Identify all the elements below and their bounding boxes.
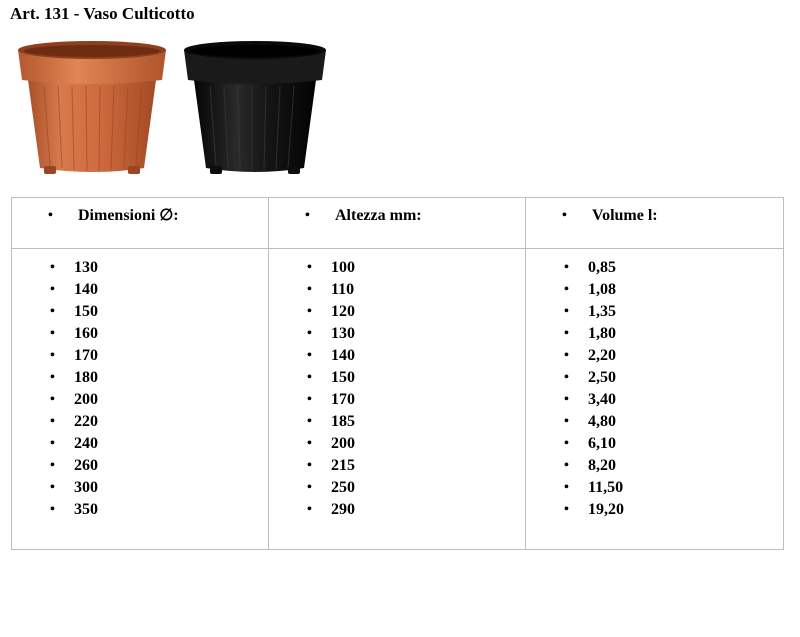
list-item-value: 140	[331, 347, 355, 364]
list-item	[12, 367, 268, 389]
list-item-value: 0,85	[588, 259, 616, 276]
list-item	[526, 499, 783, 521]
list-item-value: 290	[331, 501, 355, 518]
list-item-value: 260	[74, 457, 98, 474]
list-item-value: 100	[331, 259, 355, 276]
bullet-icon: •	[307, 480, 312, 495]
list-item	[526, 389, 783, 411]
bullet-icon: •	[307, 392, 312, 407]
list-item-value: 240	[74, 435, 98, 452]
list-item-value: 185	[331, 413, 355, 430]
list-item-value: 150	[74, 303, 98, 320]
list-item	[269, 477, 525, 499]
list-item	[526, 323, 783, 345]
list-item	[526, 257, 783, 279]
list-item	[526, 411, 783, 433]
header-dimensioni: • Dimensioni ∅:	[12, 198, 269, 249]
list-item-value: 180	[74, 369, 98, 386]
column-dimensioni	[12, 249, 269, 550]
list-item-value: 200	[331, 435, 355, 452]
bullet-icon: •	[50, 436, 55, 451]
list-item	[526, 279, 783, 301]
list-item-value: 110	[331, 281, 355, 298]
table-header-row	[12, 198, 784, 249]
list-item-value: 1,08	[588, 281, 616, 298]
bullet-icon: •	[564, 392, 569, 407]
list-item-value: 170	[74, 347, 98, 364]
terracotta-pot-image	[14, 36, 170, 182]
bullet-icon: •	[307, 304, 312, 319]
list-item	[269, 433, 525, 455]
list-item-value: 250	[331, 479, 355, 496]
black-pot-image	[180, 36, 330, 182]
list-item	[269, 345, 525, 367]
bullet-icon: •	[48, 208, 53, 223]
list-item-value: 215	[331, 457, 355, 474]
list-item	[12, 345, 268, 367]
table-row	[12, 249, 784, 550]
bullet-icon: •	[564, 282, 569, 297]
list-item	[526, 477, 783, 499]
list-item	[269, 499, 525, 521]
list-item	[526, 455, 783, 477]
altezza-list	[269, 249, 525, 521]
list-item-value: 140	[74, 281, 98, 298]
bullet-icon: •	[50, 326, 55, 341]
bullet-icon: •	[564, 414, 569, 429]
bullet-icon: •	[307, 370, 312, 385]
bullet-icon: •	[307, 458, 312, 473]
bullet-icon: •	[50, 392, 55, 407]
list-item-value: 6,10	[588, 435, 616, 452]
list-item	[269, 455, 525, 477]
column-altezza	[269, 249, 526, 550]
list-item	[526, 367, 783, 389]
page-title: Art. 131 - Vaso Culticotto	[10, 4, 195, 23]
bullet-icon: •	[50, 414, 55, 429]
list-item	[12, 389, 268, 411]
list-item-value: 4,80	[588, 413, 616, 430]
bullet-icon: •	[564, 304, 569, 319]
list-item-value: 1,35	[588, 303, 616, 320]
list-item-value: 220	[74, 413, 98, 430]
list-item	[12, 301, 268, 323]
list-item	[526, 433, 783, 455]
list-item-value: 170	[331, 391, 355, 408]
list-item	[269, 323, 525, 345]
list-item	[269, 301, 525, 323]
bullet-icon: •	[307, 436, 312, 451]
specification-table	[11, 197, 784, 550]
list-item	[526, 301, 783, 323]
bullet-icon: •	[307, 282, 312, 297]
list-item-value: 11,50	[588, 479, 624, 496]
bullet-icon: •	[307, 326, 312, 341]
list-item-value: 130	[74, 259, 98, 276]
header-volume: • Volume l:	[526, 198, 784, 249]
list-item-value: 1,80	[588, 325, 616, 342]
list-item	[12, 433, 268, 455]
bullet-icon: •	[564, 436, 569, 451]
list-item-value: 120	[331, 303, 355, 320]
bullet-icon: •	[307, 348, 312, 363]
list-item	[12, 411, 268, 433]
bullet-icon: •	[564, 326, 569, 341]
bullet-icon: •	[50, 370, 55, 385]
bullet-icon: •	[564, 502, 569, 517]
bullet-icon: •	[50, 458, 55, 473]
list-item	[12, 257, 268, 279]
list-item-value: 350	[74, 501, 98, 518]
bullet-icon: •	[307, 414, 312, 429]
bullet-icon: •	[307, 260, 312, 275]
bullet-icon: •	[305, 208, 310, 223]
list-item-value: 19,20	[588, 501, 624, 518]
list-item-value: 200	[74, 391, 98, 408]
list-item	[269, 279, 525, 301]
bullet-icon: •	[50, 304, 55, 319]
list-item-value: 8,20	[588, 457, 616, 474]
bullet-icon: •	[50, 480, 55, 495]
list-item	[12, 323, 268, 345]
list-item	[12, 279, 268, 301]
list-item	[269, 411, 525, 433]
bullet-icon: •	[564, 260, 569, 275]
list-item-value: 2,20	[588, 347, 616, 364]
list-item-value: 150	[331, 369, 355, 386]
bullet-icon: •	[50, 282, 55, 297]
bullet-icon: •	[564, 458, 569, 473]
bullet-icon: •	[564, 348, 569, 363]
list-item	[269, 257, 525, 279]
list-item-value: 3,40	[588, 391, 616, 408]
list-item	[526, 345, 783, 367]
list-item-value: 300	[74, 479, 98, 496]
list-item	[269, 389, 525, 411]
dimensioni-list	[12, 249, 268, 521]
bullet-icon: •	[50, 502, 55, 517]
list-item-value: 160	[74, 325, 98, 342]
header-altezza: • Altezza mm:	[269, 198, 526, 249]
bullet-icon: •	[50, 260, 55, 275]
bullet-icon: •	[50, 348, 55, 363]
bullet-icon: •	[564, 370, 569, 385]
volume-list	[526, 249, 783, 521]
list-item	[12, 477, 268, 499]
list-item	[12, 455, 268, 477]
bullet-icon: •	[307, 502, 312, 517]
bullet-icon: •	[564, 480, 569, 495]
list-item-value: 130	[331, 325, 355, 342]
bullet-icon: •	[562, 208, 567, 223]
list-item	[269, 367, 525, 389]
list-item-value: 2,50	[588, 369, 616, 386]
column-volume	[526, 249, 784, 550]
list-item	[12, 499, 268, 521]
